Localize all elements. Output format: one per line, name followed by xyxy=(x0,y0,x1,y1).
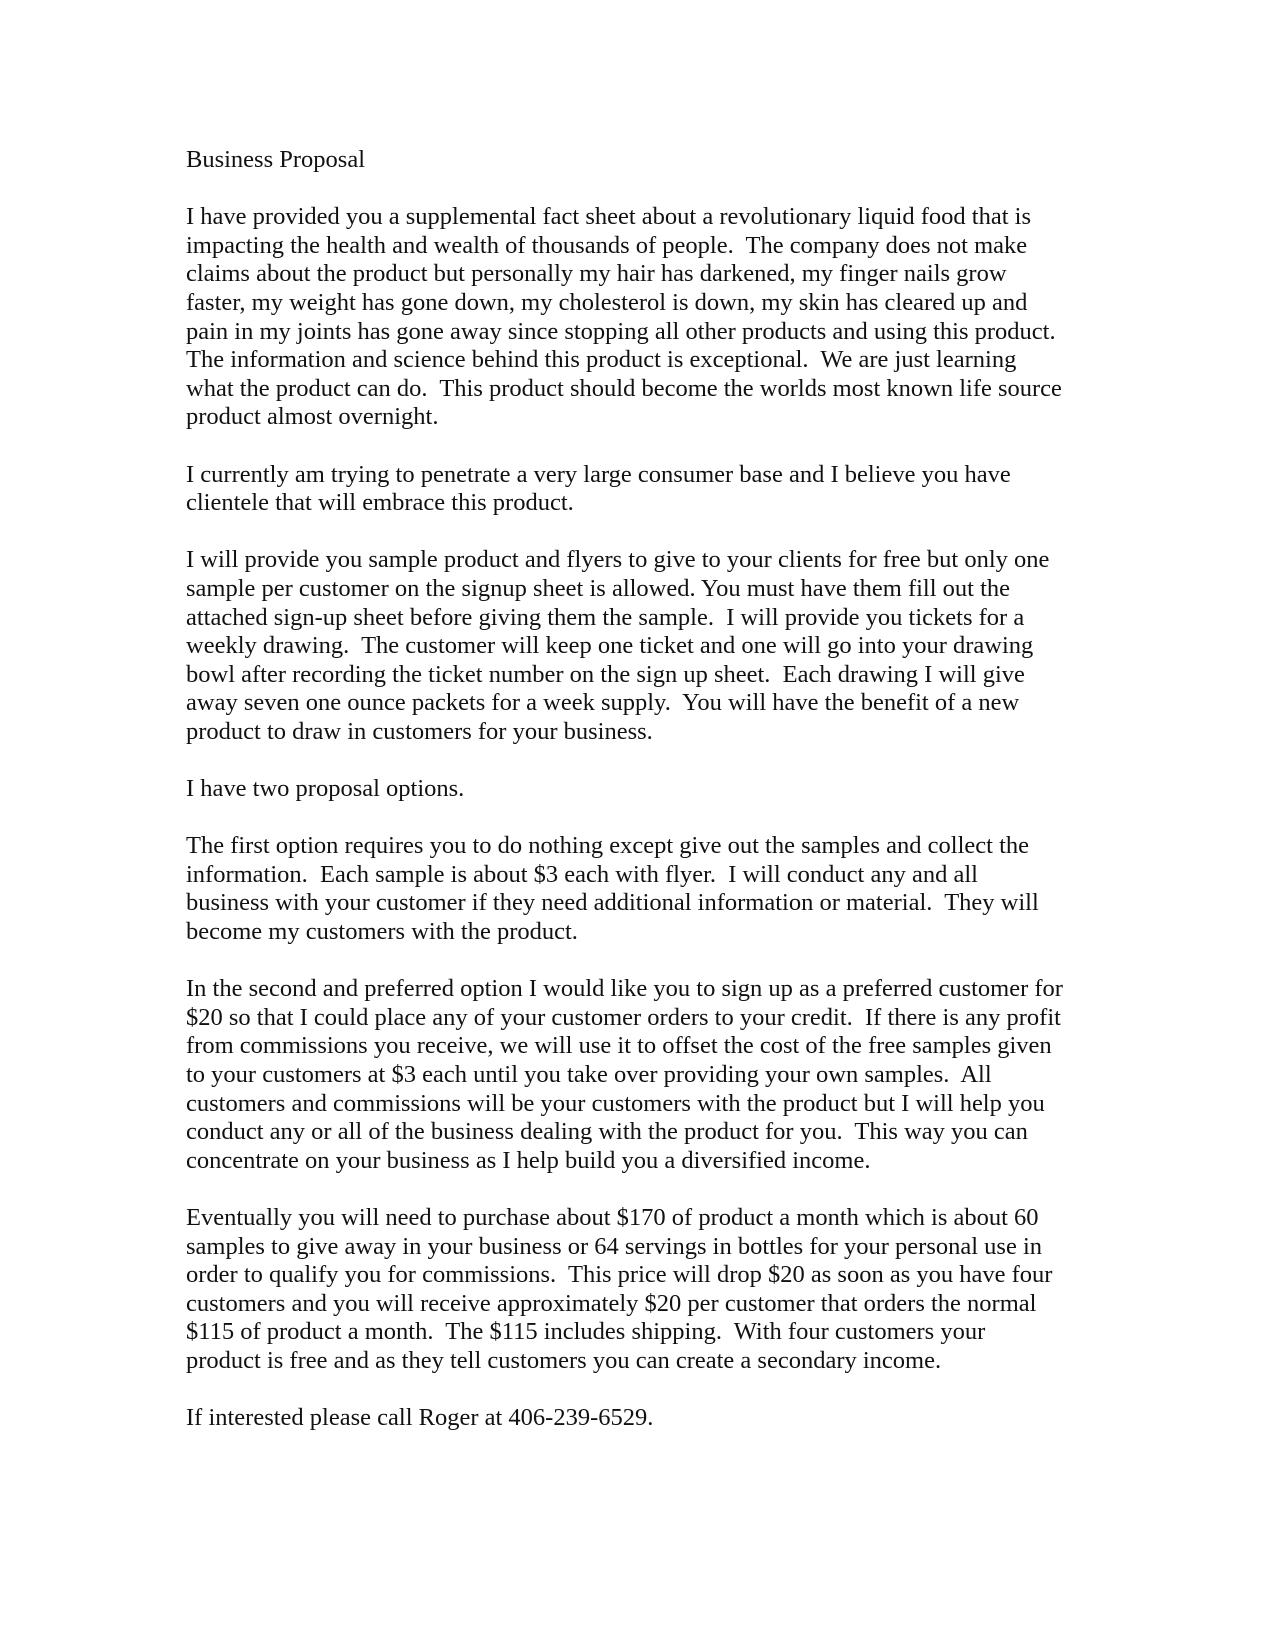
text-line: conduct any or all of the business dealing with the product for you. This way you can xyxy=(186,1118,1028,1146)
text-line: Eventually you will need to purchase about $170 of product a month which is about 60 xyxy=(186,1203,1039,1231)
paragraph-first-option xyxy=(186,832,1086,946)
paragraph-options-intro xyxy=(186,775,1086,804)
text-line: from commissions you receive, we will use it to offset the cost of the free samples given xyxy=(186,1032,1052,1060)
paragraph-contact xyxy=(186,1404,1086,1433)
paragraph-intro xyxy=(186,203,1086,432)
text-line: I will provide you sample product and flyers to give to your clients for free but only one xyxy=(186,546,1050,574)
text-line: away seven one ounce packets for a week supply. You will have the benefit of a new xyxy=(186,689,1020,717)
text-line: impacting the health and wealth of thousands of people. The company does not make xyxy=(186,231,1028,259)
text-line: product to draw in customers for your business. xyxy=(186,717,653,745)
text-line: The first option requires you to do nothing except give out the samples and collect the xyxy=(186,832,1030,860)
document-title: Business Proposal xyxy=(186,146,366,173)
text-line: become my customers with the product. xyxy=(186,918,578,946)
text-line: to your customers at $3 each until you take over providing your own samples. All xyxy=(186,1061,992,1088)
contact-line: If interested please call Roger at 406-239-6529. xyxy=(186,1404,654,1432)
text-line: clientele that will embrace this product. xyxy=(186,489,574,517)
text-line: product is free and as they tell customers you can create a secondary income. xyxy=(186,1346,942,1374)
text-line: claims about the product but personally my hair has darkened, my finger nails grow xyxy=(186,260,1007,288)
text-line: The information and science behind this product is exceptional. We are just learning xyxy=(186,346,1017,374)
paragraph-consumer-base xyxy=(186,461,1086,518)
text-line: I have provided you a supplemental fact sheet about a revolutionary liquid food that is xyxy=(186,203,1032,231)
text-line: product almost overnight. xyxy=(186,403,439,431)
paragraph-purchase xyxy=(186,1204,1086,1376)
text-line: sample per customer on the signup sheet is allowed. You must have them fill out the xyxy=(186,574,1011,602)
text-line: faster, my weight has gone down, my cholesterol is down, my skin has cleared up and xyxy=(186,288,1028,316)
text-line: business with your customer if they need additional information or material. They will xyxy=(186,889,1039,917)
text-line: pain in my joints has gone away since stopping all other products and using this product. xyxy=(186,317,1056,345)
text-line: $20 so that I could place any of your customer orders to your credit. If there is any profit xyxy=(186,1003,1061,1031)
text-line: customers and commissions will be your customers with the product but I will help you xyxy=(186,1089,1045,1117)
document-body xyxy=(186,146,1086,1461)
text-line: I currently am trying to penetrate a very large consumer base and I believe you have xyxy=(186,460,1011,488)
text-line: order to qualify you for commissions. This price will drop $20 as soon as you have four xyxy=(186,1261,1053,1289)
text-line: what the product can do. This product should become the worlds most known life source xyxy=(186,374,1062,402)
text-line: I have two proposal options. xyxy=(186,775,465,803)
text-line: $115 of product a month. The $115 includes shipping. With four customers your xyxy=(186,1318,986,1346)
text-line: bowl after recording the ticket number on the sign up sheet. Each drawing I will give xyxy=(186,660,1025,688)
text-line: In the second and preferred option I would like you to sign up as a preferred customer for xyxy=(186,975,1063,1003)
paragraph-samples xyxy=(186,546,1086,746)
text-line: concentrate on your business as I help build you a diversified income. xyxy=(186,1146,871,1174)
text-line: attached sign-up sheet before giving them the sample. I will provide you tickets for a xyxy=(186,603,1025,631)
text-line: information. Each sample is about $3 each with flyer. I will conduct any and all xyxy=(186,860,978,888)
text-line: weekly drawing. The customer will keep one ticket and one will go into your drawing xyxy=(186,632,1034,660)
text-line: samples to give away in your business or 64 servings in bottles for your personal use in xyxy=(186,1232,1043,1260)
text-line: customers and you will receive approximately $20 per customer that orders the normal xyxy=(186,1289,1037,1317)
paragraph-second-option xyxy=(186,975,1086,1175)
